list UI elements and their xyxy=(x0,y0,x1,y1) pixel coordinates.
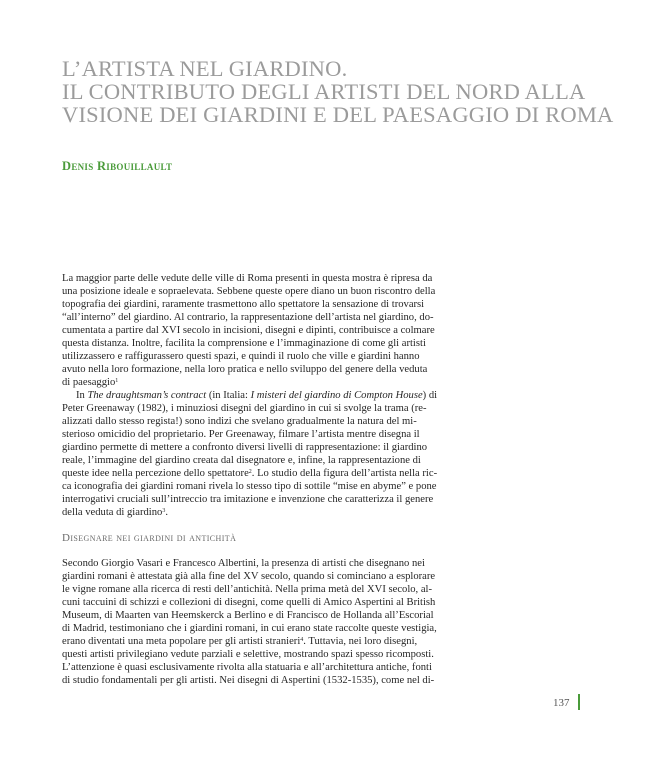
text-line: reale, l’immagine del giardino creata dal disegnatore e, infine, la rappresentazione di xyxy=(62,455,421,466)
body-text xyxy=(62,557,582,687)
text-line: Peter Greenaway (1982), i minuziosi disegni del giardino in cui si svolge la trama (re- xyxy=(62,403,427,414)
text-fragment: queste idee nella percezione dello spettatore xyxy=(62,468,249,479)
text-line xyxy=(62,389,582,402)
text-line: sterioso omicidio del proprietario. Per Greenaway, filmare l’artista mentre disegna il xyxy=(62,429,420,440)
text-fragment: In xyxy=(76,390,88,401)
text-line: utilizzassero e raffigurassero questi spazi, e quindi il ruolo che ville e giardini hanno xyxy=(62,351,420,362)
author-name: Denis Ribouillault xyxy=(62,159,173,173)
film-title: The draughtsman’s contract xyxy=(87,390,207,401)
text-line: questi artisti privilegiano vedute parziali e selettive, mostrando spazi spesso ricomposti. xyxy=(62,649,434,660)
text-line: Secondo Giorgio Vasari e Francesco Albertini, la presenza di artisti che disegnano nei xyxy=(62,558,425,569)
text-line: una posizione ideale e sopraelevata. Sebbene queste opere diano un buon riscontro della xyxy=(62,286,436,297)
text-fragment: . Lo studio della figura dell’artista nella ric- xyxy=(251,468,438,479)
footnote-ref[interactable]: 4 xyxy=(300,637,304,643)
text-fragment: erano diventati una meta popolare per gli artisti stranieri xyxy=(62,636,301,647)
text-line: di studio fondamentali per gli artisti. Nei disegni di Aspertini (1532-1535), come nel di- xyxy=(62,675,435,686)
film-title-italian: I misteri del giardino di Compton House xyxy=(250,390,423,401)
text-line: La maggior parte delle vedute delle ville di Roma presenti in questa mostra è ripresa da xyxy=(62,273,433,284)
text-line: questa distanza. Inoltre, facilita la comprensione e l’immaginazione di come gli artisti xyxy=(62,338,426,349)
text-line: interrogativi cruciali sull’intreccio tra imitazione e invenzione che caratterizza il genere xyxy=(62,494,434,505)
section-heading: Disegnare nei giardini di antichità xyxy=(62,532,237,544)
text-fragment: . Tuttavia, nei loro disegni, xyxy=(303,636,418,647)
text-line xyxy=(62,635,582,648)
footnote-ref[interactable]: 3 xyxy=(162,508,166,514)
text-fragment: della veduta di giardino xyxy=(62,507,163,518)
text-line xyxy=(62,506,582,519)
article-title xyxy=(62,57,622,126)
text-line: topografia dei giardini, raramente trasmettono allo spettatore la sensazione di trovarsi xyxy=(62,299,425,310)
text-line xyxy=(62,467,582,480)
footnote-ref[interactable]: 1 xyxy=(115,378,119,384)
text-fragment: di paesaggio xyxy=(62,377,116,388)
text-line: cumentata a partire dal XVI secolo in incisioni, disegni e dipinti, contribuisce a colmare xyxy=(62,325,435,336)
text-line: giardino permette di mettere a confronto diversi livelli di rappresentazione: il giardino xyxy=(62,442,428,453)
title-line: L’ARTISTA NEL GIARDINO. xyxy=(62,56,348,81)
text-line: L’attenzione è quasi esclusivamente rivolta alla statuaria e all’architettura antiche, fonti xyxy=(62,662,432,673)
text-line: di Madrid, testimoniano che i giardini romani, in cui erano state raccolte queste vestigia, xyxy=(62,623,437,634)
text-line: le vigne romane alla ricerca di resti dell’antichità. Nella prima metà del XVI secolo, al- xyxy=(62,584,433,595)
text-line: cuni taccuini di schizzi e collezioni di disegni, come quelli di Amico Aspertini al British xyxy=(62,597,436,608)
text-line: giardini romani è attestata già alla fine del XV secolo, quando si cominciano a esplorare xyxy=(62,571,436,582)
title-line: IL CONTRIBUTO DEGLI ARTISTI DEL NORD ALLA xyxy=(62,79,586,104)
title-line: VISIONE DEI GIARDINI E DEL PAESAGGIO DI ROMA xyxy=(62,102,614,127)
text-line: alizzati dallo stesso regista!) sono indizi che svelano gradualmente la natura del mi- xyxy=(62,416,417,427)
text-line: avuto nella loro formazione, nella loro pratica e nello sviluppo del genere della veduta xyxy=(62,364,428,375)
text-line xyxy=(62,376,582,389)
footnote-ref[interactable]: 2 xyxy=(248,469,252,475)
text-fragment: ) di xyxy=(422,390,438,401)
page-number-rule xyxy=(578,694,580,710)
text-line: “all’interno” del giardino. Al contrario, la rappresentazione dell’artista nel giardino, do- xyxy=(62,312,434,323)
text-line: Museum, di Maarten van Heemskerck a Berlino e di Francisco de Hollanda all’Escorial xyxy=(62,610,434,621)
text-fragment: (in Italia: xyxy=(206,390,251,401)
text-line: ca iconografia dei giardini romani rivela lo stesso tipo di sottile “mise en abyme” e pone xyxy=(62,481,437,492)
text-fragment: . xyxy=(165,507,168,518)
body-text xyxy=(62,272,582,519)
page-number: 137 xyxy=(553,697,570,709)
